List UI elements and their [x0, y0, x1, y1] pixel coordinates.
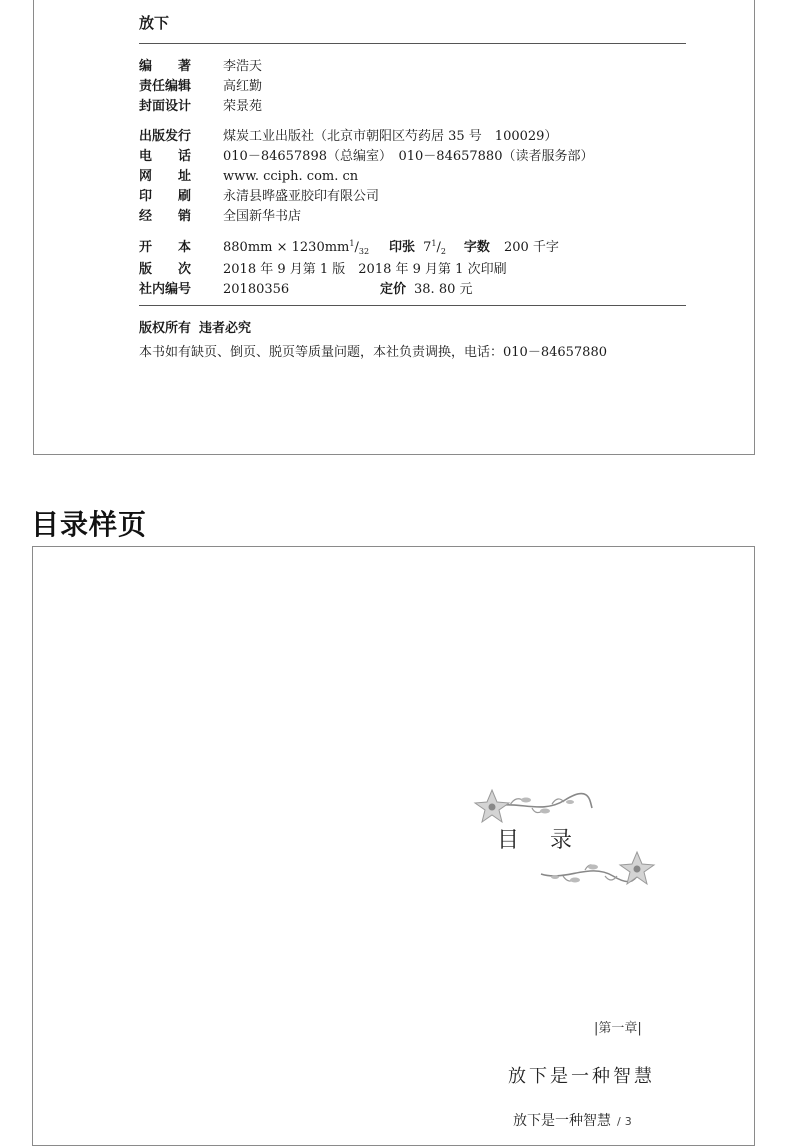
toc-entry-separator: /: [617, 1115, 621, 1128]
row-label: 网 址: [139, 169, 192, 184]
row-label: 印 刷: [139, 189, 192, 204]
rights-divider: [139, 305, 686, 306]
row-label: 社内编号: [139, 282, 192, 297]
floral-ornament-bottom: [535, 844, 665, 902]
toc-title: 目 录: [497, 828, 584, 853]
title-divider: [139, 43, 686, 44]
row-value: www. cciph. com. cn: [223, 169, 359, 184]
info-row-website: [139, 165, 358, 185]
section-heading: 目录样页: [31, 508, 148, 541]
info-row-distributor: [139, 205, 301, 225]
row-value: 永清县晔盛亚胶印有限公司: [223, 189, 380, 204]
info-row-publisher: [139, 125, 557, 145]
info-row-phone: [139, 145, 593, 165]
copyright-page: [33, 0, 755, 455]
quality-notice: 本书如有缺页、倒页、脱页等质量问题，本社负责调换，电话：010－84657880: [139, 345, 607, 360]
format-size: $880mm \times 1230mm^1/_{32}$: [223, 239, 370, 256]
row-value: 高红勤: [223, 79, 263, 94]
row-label: 电 话: [139, 149, 192, 164]
info-row-edition: [139, 258, 507, 278]
info-row-internal-number: [139, 278, 473, 298]
row-label: 经 销: [139, 209, 192, 224]
word-count-label: 字数: [463, 240, 490, 255]
info-row-author: [139, 55, 262, 75]
row-label: 出版发行: [139, 129, 192, 144]
row-value: 010－84657898（总编室） 010－84657880（读者服务部）: [223, 149, 594, 164]
price-value: 38. 80 元: [414, 282, 473, 297]
internal-number-value: 20180356: [223, 282, 290, 297]
row-label: 开 本: [139, 240, 192, 255]
chapter-label: |第一章|: [594, 1021, 642, 1036]
row-value: 全国新华书店: [223, 209, 302, 224]
row-label: 责任编辑: [139, 79, 192, 94]
chapter-title: 放下是一种智慧: [508, 1066, 655, 1087]
sheets-value: $7^1/_2$: [423, 239, 446, 256]
row-label: 编 著: [139, 59, 192, 74]
sheets-label: 印张: [389, 240, 416, 255]
row-value: 李浩天: [223, 59, 263, 74]
book-title: 放下: [139, 14, 170, 32]
info-row-cover-design: [139, 95, 262, 115]
row-label: 封面设计: [139, 99, 192, 114]
info-row-editor: [139, 75, 262, 95]
info-row-printer: [139, 185, 379, 205]
toc-entry-title: 放下是一种智慧: [513, 1113, 611, 1129]
row-value: 煤炭工业出版社（北京市朝阳区芍药居 35 号 100029）: [223, 129, 558, 144]
toc-entry: [513, 1110, 632, 1130]
word-count-value: 200 千字: [503, 240, 559, 255]
rights-statement: 版权所有 违者必究: [139, 321, 252, 336]
row-label: 版 次: [139, 262, 192, 277]
info-row-format: [139, 236, 559, 256]
row-value: 2018 年 9 月第 1 版 2018 年 9 月第 1 次印刷: [223, 262, 507, 277]
row-value: 荣景苑: [223, 99, 263, 114]
toc-entry-page-number: 3: [624, 1115, 632, 1128]
price-label: 定价: [380, 282, 407, 297]
